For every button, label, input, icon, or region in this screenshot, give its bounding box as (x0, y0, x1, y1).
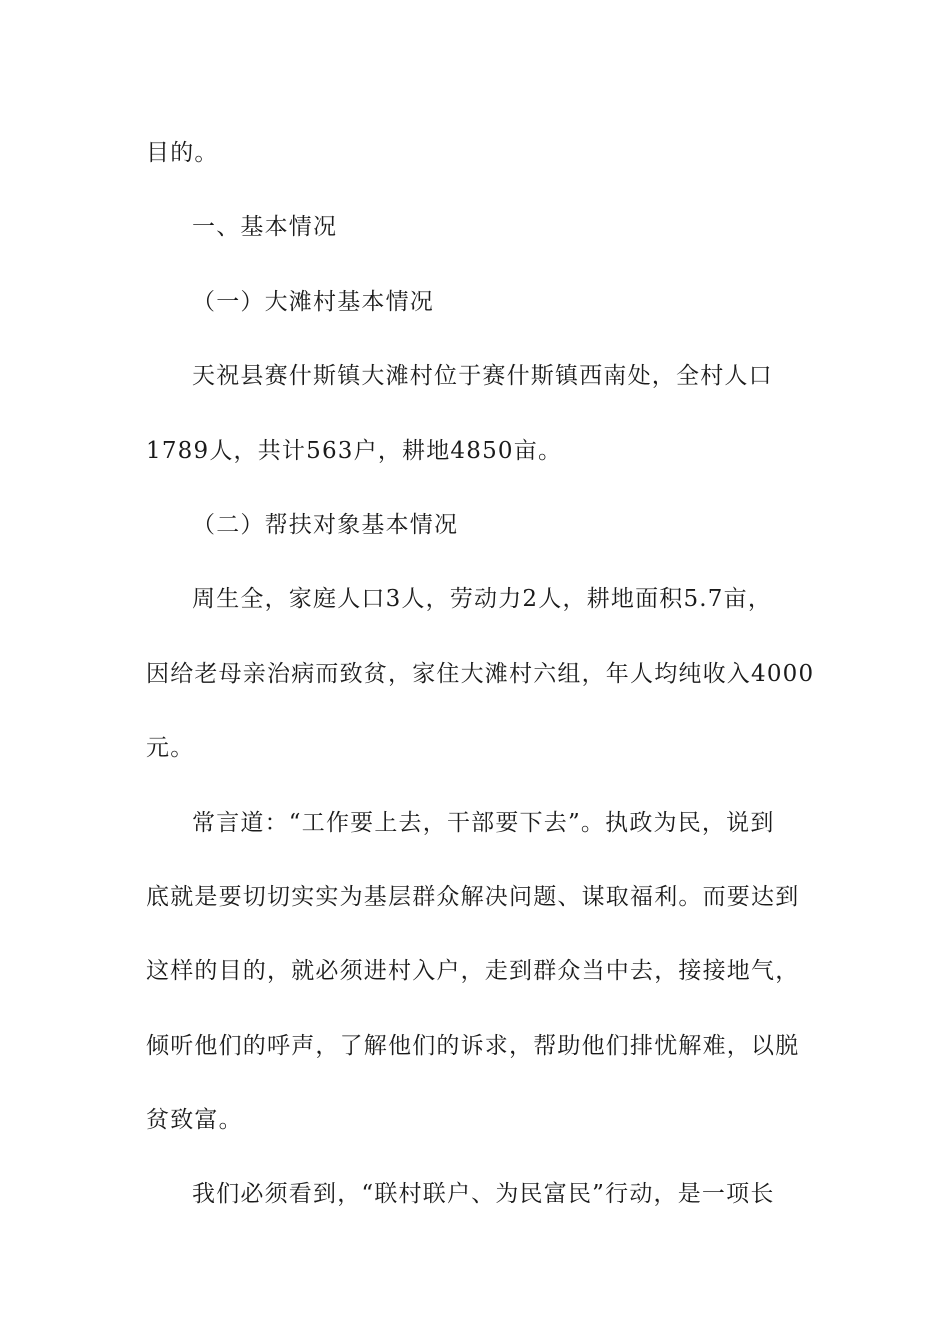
document-body (146, 131, 815, 1247)
paragraph-line: 底就是要切切实实为基层群众解决问题、谋取福利。而要达到 (146, 883, 800, 910)
section-heading: 一、基本情况 (192, 214, 338, 241)
paragraph-line: 天祝县赛什斯镇大滩村位于赛什斯镇西南处，全村人口 (192, 363, 773, 390)
paragraph-line: 目的。 (146, 140, 219, 166)
paragraph-line: 1789人，共计563户，耕地4850亩。 (146, 437, 563, 464)
paragraph-line: 这样的目的，就必须进村入户，走到群众当中去，接接地气， (146, 958, 800, 985)
paragraph-line: 周生全，家庭人口3人，劳动力2人，耕地面积5.7亩， (192, 586, 773, 613)
paragraph-line: 倾听他们的呼声，了解他们的诉求，帮助他们排忧解难，以脱 (146, 1032, 800, 1059)
paragraph-line: 我们必须看到，“联村联户、为民富民”行动，是一项长 (192, 1181, 775, 1208)
paragraph-line: 常言道：“工作要上去，干部要下去”。执政为民，说到 (192, 809, 775, 836)
subsection-heading: （二）帮扶对象基本情况 (192, 511, 459, 538)
paragraph-line: 元。 (146, 735, 195, 762)
paragraph-line: 贫致富。 (146, 1107, 243, 1134)
paragraph-line: 因给老母亲治病而致贫，家住大滩村六组，年人均纯收入4000 (146, 660, 815, 687)
subsection-heading: （一）大滩村基本情况 (192, 288, 434, 315)
